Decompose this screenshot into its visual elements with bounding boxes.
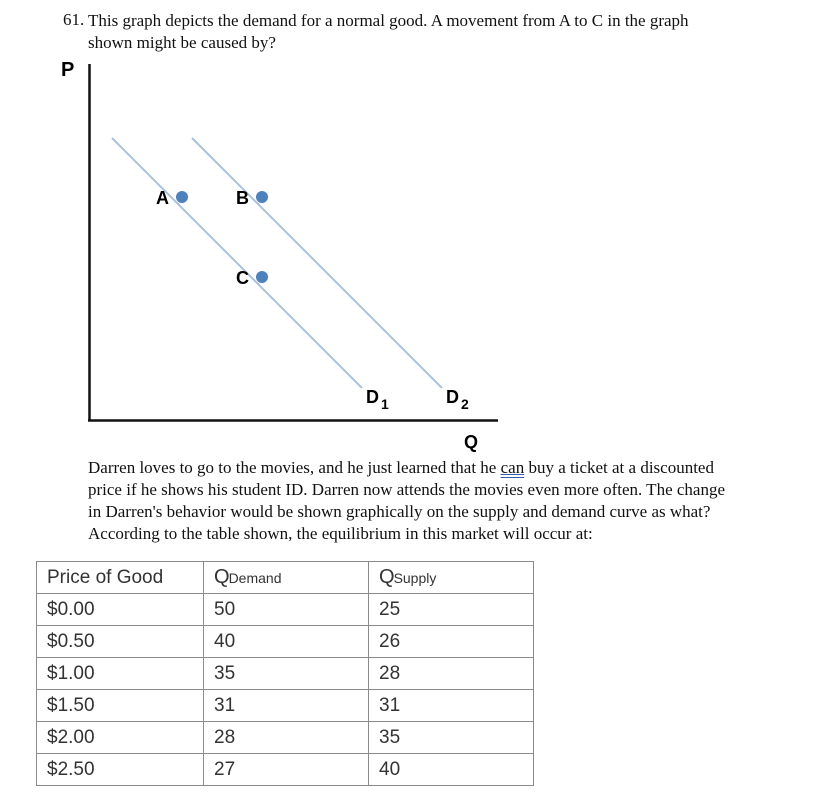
- question-line-1: This graph depicts the demand for a normal good. A movement from A to C in the graph: [88, 11, 689, 30]
- demand-curve-d2: [192, 138, 442, 388]
- point-label-a: A: [156, 188, 169, 208]
- curve-label-d2: [446, 387, 469, 412]
- paragraph-line-2: price if he shows his student ID. Darren now attends the movies even more often. The change: [88, 480, 726, 499]
- point-a: [176, 191, 188, 203]
- scenario-paragraph: [88, 457, 788, 545]
- cell-price: $1.50: [37, 690, 204, 722]
- table-header-row: [37, 562, 534, 594]
- table-row: [37, 594, 534, 626]
- table-row: [37, 690, 534, 722]
- paragraph-line-1-start: Darren loves to go to the movies, and he just learned that he: [88, 458, 501, 477]
- question-number: 61.: [63, 10, 85, 29]
- cell-price: $2.50: [37, 754, 204, 786]
- cell-quantity-supplied: 26: [369, 626, 534, 658]
- cell-quantity-demanded: 40: [204, 626, 369, 658]
- cell-quantity-supplied: 25: [369, 594, 534, 626]
- cell-quantity-demanded: 35: [204, 658, 369, 690]
- supply-demand-table: [36, 561, 534, 786]
- cell-quantity-supplied: 35: [369, 722, 534, 754]
- table-row: [37, 658, 534, 690]
- cell-quantity-supplied: 31: [369, 690, 534, 722]
- curve-label-subscript: 1: [381, 396, 389, 412]
- header-price: Price of Good: [37, 562, 204, 594]
- point-label-c: C: [236, 268, 249, 288]
- point-label-b: B: [236, 188, 249, 208]
- paragraph-line-1-end: buy a ticket at a discounted: [524, 458, 714, 477]
- y-axis-label: P: [61, 59, 75, 81]
- table-row: [37, 626, 534, 658]
- paragraph-line-3: in Darren's behavior would be shown graphically on the supply and demand curve as what?: [88, 502, 711, 521]
- curve-label-d1: [366, 387, 389, 412]
- header-quantity-demanded: QDemand: [204, 562, 369, 594]
- curve-label-main: D: [366, 387, 379, 407]
- curve-label-main: D: [446, 387, 459, 407]
- cell-quantity-demanded: 50: [204, 594, 369, 626]
- table-row: [37, 754, 534, 786]
- header-quantity-supplied: QSupply: [369, 562, 534, 594]
- paragraph-line-1: [88, 457, 788, 479]
- demand-curve-d1: [112, 138, 362, 388]
- cell-quantity-demanded: 27: [204, 754, 369, 786]
- paragraph-line-4: According to the table shown, the equilibrium in this market will occur at:: [88, 524, 593, 543]
- cell-quantity-demanded: 31: [204, 690, 369, 722]
- curve-label-subscript: 2: [461, 396, 469, 412]
- underlined-word: can: [500, 458, 525, 477]
- table-row: [37, 722, 534, 754]
- question-line-2: shown might be caused by?: [88, 33, 276, 52]
- point-c: [256, 271, 268, 283]
- cell-quantity-supplied: 40: [369, 754, 534, 786]
- cell-price: $0.50: [37, 626, 204, 658]
- cell-price: $2.00: [37, 722, 204, 754]
- cell-quantity-supplied: 28: [369, 658, 534, 690]
- x-axis-label: Q: [464, 432, 479, 452]
- cell-quantity-demanded: 28: [204, 722, 369, 754]
- point-b: [256, 191, 268, 203]
- cell-price: $1.00: [37, 658, 204, 690]
- cell-price: $0.00: [37, 594, 204, 626]
